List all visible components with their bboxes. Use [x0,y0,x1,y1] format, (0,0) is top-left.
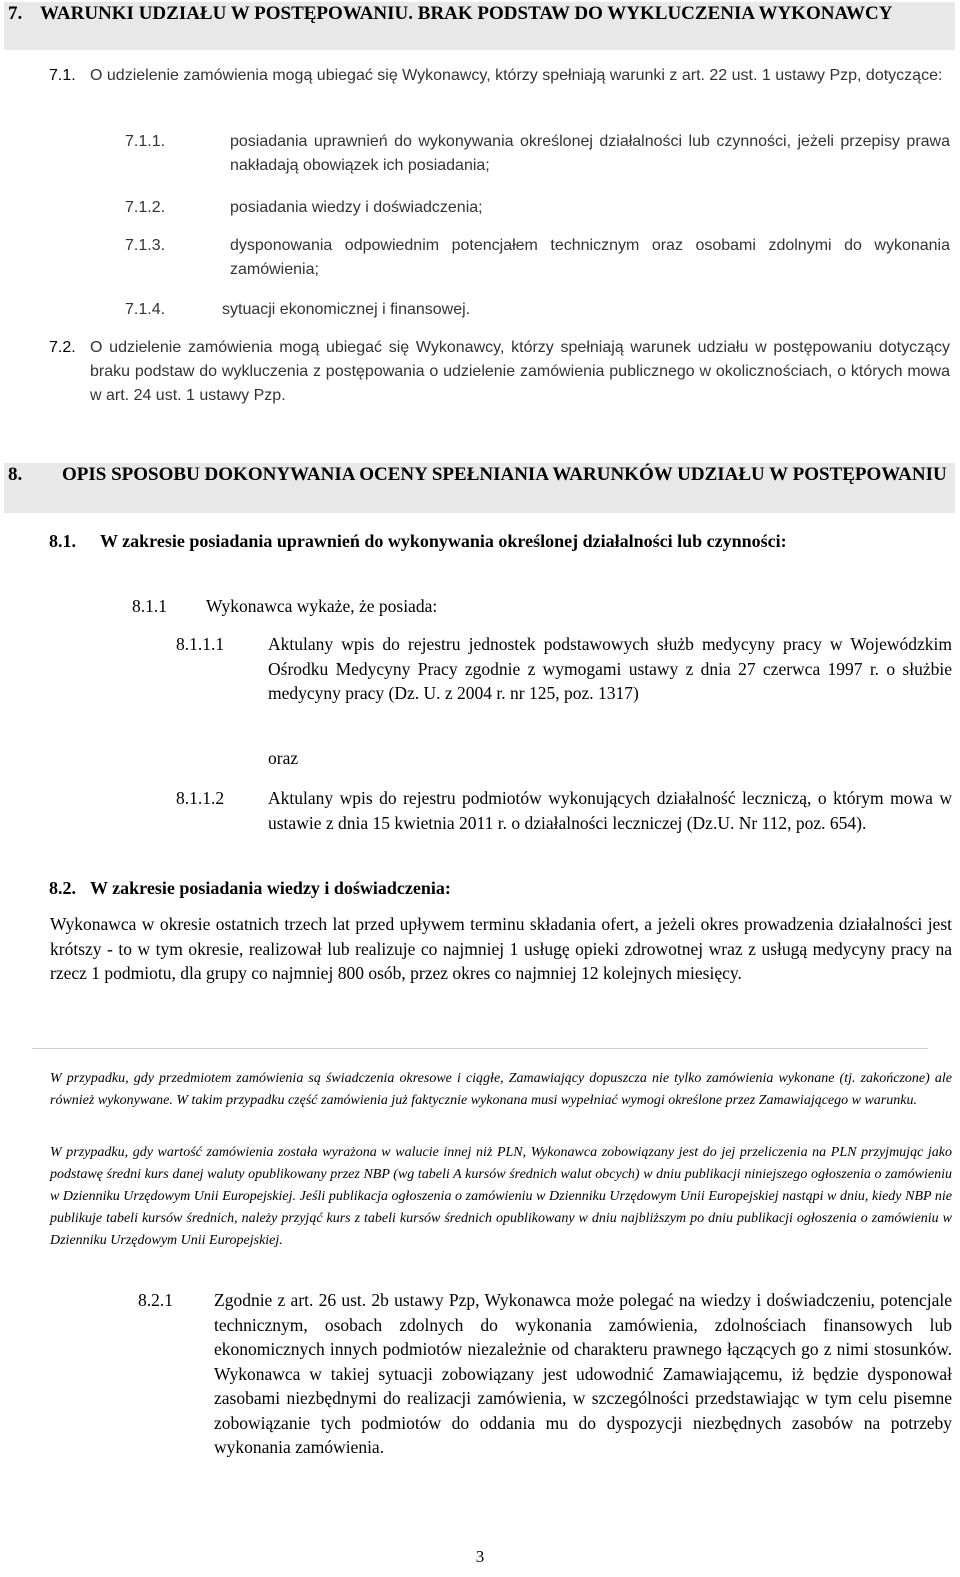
clause-7-1-4-number: 7.1.4. [125,301,166,318]
oraz-connector: oraz [268,748,299,768]
section-8-number: 8. [8,464,23,485]
clause-8-2-number: 8.2. [49,878,76,898]
clause-7-2-number: 7.2. [49,339,76,356]
clause-8-2-title: W zakresie posiadania wiedzy i doświadczenia: [90,878,451,898]
clause-8-1-1-2-text: Aktulany wpis do rejestru podmiotów wykonujących działalność leczniczą, o którym mowa w ustawie z dnia 15 kwietnia 2011 r. o działalności leczniczej (Dz.U. Nr 112, poz. 654). [268,788,952,833]
clause-8-2-1-text: Zgodnie z art. 26 ust. 2b ustawy Pzp, Wykonawca może polegać na wiedzy i doświadczeniu, potencjale technicznym, osobach zdolnych do wykonania zamówienia, zdolnościach finansowych lub ekonomicznych innych podmiotów niezależnie od charakteru prawnego łączących go z nimi stosunków. Wykonawca w takiej sytuacji zobowiązany jest udowodnić Zamawiającemu, iż będzie dysponował zasobami niezbędnymi do realizacji zamówienia, w szczególności przedstawiając w tym celu pisemne zobowiązanie tych podmiotów do oddania mu do dyspozycji niezbędnych zasobów na potrzeby wykonania zamówienia. [214,1290,952,1457]
clause-7-1-4-text: sytuacji ekonomicznej i finansowej. [222,301,471,318]
section-7-number: 7. [8,3,23,24]
divider [32,1048,928,1049]
clause-7-2-text: O udzielenie zamówienia mogą ubiegać się Wykonawcy, którzy spełniają warunek udziału w postępowaniu dotyczący braku podstaw do wykluczenia z postępowania o udzielenie zamówienia publicznego w okolicznościach, o których mowa w art. 24 ust. 1 ustawy Pzp. [90,339,950,404]
clause-7-1-2-text: posiadania wiedzy i doświadczenia; [230,199,483,216]
clause-7-1-2-number: 7.1.2. [125,199,166,216]
clause-8-2-body: Wykonawca w okresie ostatnich trzech lat przed upływem terminu składania ofert, a jeżeli okres prowadzenia działalności jest krótszy - to w tym okresie, realizował lub realizuje co najmniej 1 usługę opieki zdrowotnej wraz z usługą medycyny pracy na rzecz 1 podmiotu, dla grupy co najmniej 800 osób, przez okres co najmniej 12 kolejnych miesięcy. [50,914,952,983]
note-periodic-services: W przypadku, gdy przedmiotem zamówienia są świadczenia okresowe i ciągłe, Zamawiający dopuszcza nie tylko zamówienia wykonane (tj. zakończone) ale również wykonywane. W takim przypadku część zamówienia już faktycznie wykonana musi wypełniać wymogi określone przez Zamawiającego w warunku. [50,1071,952,1108]
page-number: 3 [475,1547,485,1566]
clause-7-1-3-text: dysponowania odpowiednim potencjałem technicznym oraz osobami zdolnymi do wykonania zamówienia; [230,237,950,278]
clause-7-1-1-number: 7.1.1. [125,133,166,150]
clause-7-1-number: 7.1. [49,67,76,84]
clause-7-1-text: O udzielenie zamówienia mogą ubiegać się Wykonawcy, którzy spełniają warunki z art. 22 ust. 1 ustawy Pzp, dotyczące: [90,67,943,84]
clause-8-1-1-1-number: 8.1.1.1 [176,634,225,654]
section-7-title: WARUNKI UDZIAŁU W POSTĘPOWANIU. BRAK PODSTAW DO WYKLUCZENIA WYKONAWCY [40,3,893,24]
clause-8-1-1-1-text: Aktulany wpis do rejestru jednostek podstawowych służb medycyny pracy w Wojewódzkim Ośrodku Medycyny Pracy zgodnie z wymogami ustawy z dnia 27 czerwca 1997 r. o służbie medycyny pracy (Dz. U. z 2004 r. nr 125, poz. 1317) [268,634,952,703]
clause-8-1-1-text: Wykonawca wykaże, że posiada: [206,596,438,616]
note-currency-conversion: W przypadku, gdy wartość zamówienia została wyrażona w walucie innej niż PLN, Wykonawca zobowiązany jest do jej przeliczenia na PLN przyjmując jako podstawę średni kurs danej waluty opublikowany przez NBP (wg tabeli A kursów średnich walut obcych) w dniu publikacji niniejszego ogłoszenia o zamówieniu w Dzienniku Urzędowym Unii Europejskiej. Jeśli publikacja ogłoszenia o zamówieniu w Dzienniku Urzędowym Unii Europejskiej nastąpi w dniu, kiedy NBP nie publikuje tabeli kursów średnich, należy przyjąć kurs z tabeli kursów średnich opublikowany w dniu najbliższym po dniu publikacji ogłoszenia o zamówieniu w Dzienniku Urzędowym Unii Europejskiej. [50,1145,952,1248]
clause-7-1-3-number: 7.1.3. [125,237,166,254]
clause-8-1-number: 8.1. [49,531,76,551]
clause-8-2-1-number: 8.2.1 [138,1290,173,1310]
clause-8-1-1-number: 8.1.1 [132,596,167,616]
clause-7-1-1-text: posiadania uprawnień do wykonywania określonej działalności lub czynności, jeżeli przepisy prawa nakładają obowiązek ich posiadania; [230,133,950,174]
section-8-title: OPIS SPOSOBU DOKONYWANIA OCENY SPEŁNIANIA WARUNKÓW UDZIAŁU W POSTĘPOWANIU [62,464,947,485]
section-7-heading [4,2,955,50]
clause-8-1-1-2-number: 8.1.1.2 [176,788,225,808]
clause-8-1-text: W zakresie posiadania uprawnień do wykonywania określonej działalności lub czynności: [100,531,787,551]
section-8-heading [4,463,955,513]
